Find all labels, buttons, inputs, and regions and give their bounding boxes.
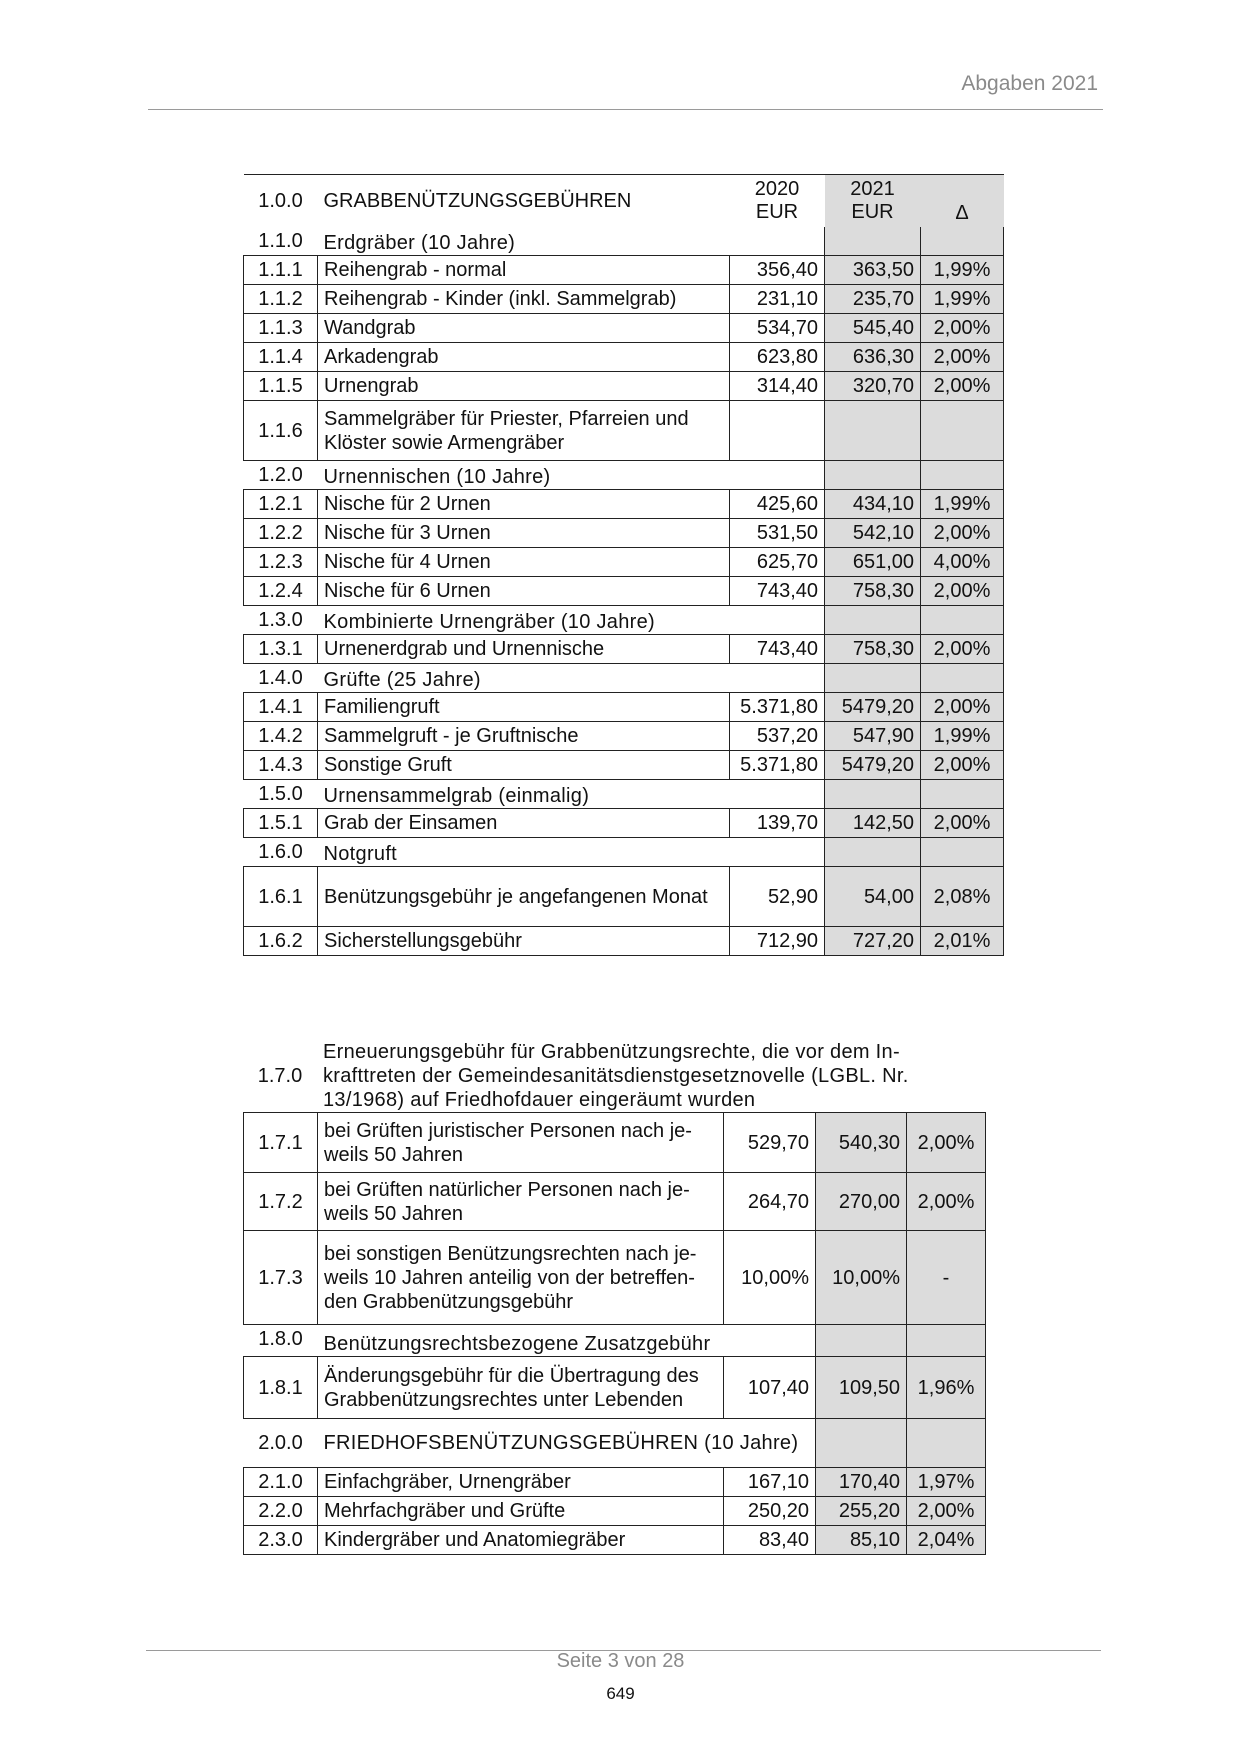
table-row — [244, 722, 1004, 751]
value-2020: 743,40 — [730, 577, 825, 606]
value-2020: 5.371,80 — [730, 693, 825, 722]
footer-page-indicator: Seite 3 von 28 — [556, 1650, 685, 1672]
value-delta: 2,00% — [921, 519, 1004, 548]
section-shade-2021 — [825, 664, 921, 693]
value-delta — [921, 401, 1004, 461]
value-delta: 2,00% — [921, 372, 1004, 401]
value-delta: 1,99% — [921, 490, 1004, 519]
value-delta: 1,96% — [907, 1357, 986, 1419]
item-code: 1.4.1 — [244, 693, 318, 722]
section-shade-2021 — [825, 227, 921, 256]
item-name: Sonstige Gruft — [318, 751, 730, 780]
value-delta: 2,00% — [907, 1497, 986, 1526]
header-code: 1.0.0 — [244, 175, 318, 227]
value-delta: 2,01% — [921, 927, 1004, 956]
item-name: Arkadengrab — [318, 343, 730, 372]
value-delta: 2,00% — [907, 1113, 986, 1173]
section-row — [244, 606, 1004, 635]
value-2021: 255,20 — [816, 1497, 907, 1526]
value-2021: 235,70 — [825, 285, 921, 314]
value-delta: 1,97% — [907, 1468, 986, 1497]
item-code: 1.1.6 — [244, 401, 318, 461]
value-delta: - — [907, 1231, 986, 1325]
header-delta — [921, 175, 1004, 227]
value-2020: 534,70 — [730, 314, 825, 343]
value-2020: 743,40 — [730, 635, 825, 664]
table-row — [244, 635, 1004, 664]
item-code: 1.2.4 — [244, 577, 318, 606]
header-unit-2021: EUR — [851, 200, 894, 223]
item-code: 1.6.2 — [244, 927, 318, 956]
header-year-2021: 2021 — [850, 177, 895, 200]
item-name: Mehrfachgräber und Grüfte — [318, 1497, 724, 1526]
value-delta: 2,00% — [921, 635, 1004, 664]
item-code: 1.1.1 — [244, 256, 318, 285]
table-row — [244, 1231, 986, 1325]
section-row — [244, 780, 1004, 809]
fee-table-main — [243, 174, 1004, 956]
section-shade-delta — [921, 227, 1004, 256]
item-code: 1.4.3 — [244, 751, 318, 780]
value-delta: 2,00% — [921, 314, 1004, 343]
item-name: bei Grüften natürlicher Personen nach je-weils 50 Jahren — [318, 1173, 724, 1231]
value-2021: 320,70 — [825, 372, 921, 401]
item-name: Nische für 4 Urnen — [318, 548, 730, 577]
item-name: Urnengrab — [318, 372, 730, 401]
section-title: Erneuerungsgebühr für Grabbenützungsrechte, die vor dem In-krafttreten der Gemeindesanitätsdienstgesetznovelle (LGBL. Nr. 13/1968) auf Friedhofdauer eingeräumt wurden — [323, 1041, 909, 1111]
table-row — [244, 1173, 986, 1231]
section-row — [244, 1325, 986, 1357]
table-header-row — [244, 175, 1004, 227]
item-name: bei Grüften juristischer Personen nach je-weils 50 Jahren — [318, 1113, 724, 1173]
section-shade-delta — [921, 780, 1004, 809]
value-2021: 142,50 — [825, 809, 921, 838]
item-name: Sammelgruft - je Gruftnische — [318, 722, 730, 751]
value-delta: 4,00% — [921, 548, 1004, 577]
footer-page-number: 649 — [606, 1684, 635, 1703]
delta-symbol: Δ — [955, 201, 969, 224]
item-name: Einfachgräber, Urnengräber — [318, 1468, 724, 1497]
value-2021: 758,30 — [825, 577, 921, 606]
value-2021: 270,00 — [816, 1173, 907, 1231]
section-shade-delta — [921, 838, 1004, 867]
value-delta: 2,00% — [921, 577, 1004, 606]
item-code: 1.6.1 — [244, 867, 318, 927]
section-title: Notgruft — [323, 843, 398, 865]
value-2021: 434,10 — [825, 490, 921, 519]
header-year-2020: 2020 — [754, 177, 800, 200]
item-name: Grab der Einsamen — [318, 809, 730, 838]
value-2021: 727,20 — [825, 927, 921, 956]
value-2021: 545,40 — [825, 314, 921, 343]
item-code: 1.2.2 — [244, 519, 318, 548]
section-code: 1.8.0 — [258, 1328, 303, 1350]
item-name: Reihengrab - normal — [318, 256, 730, 285]
item-name: Änderungsgebühr für die Übertragung des Grabbenützungsrechtes unter Lebenden — [318, 1357, 724, 1419]
value-2021: 109,50 — [816, 1357, 907, 1419]
table-row — [244, 256, 1004, 285]
table-row — [244, 343, 1004, 372]
value-delta: 2,00% — [907, 1173, 986, 1231]
value-2020: 264,70 — [724, 1173, 816, 1231]
item-code: 2.1.0 — [244, 1468, 318, 1497]
value-delta: 1,99% — [921, 285, 1004, 314]
section-shade-2021 — [825, 838, 921, 867]
item-name: Sicherstellungsgebühr — [318, 927, 730, 956]
item-code: 1.7.1 — [244, 1113, 318, 1173]
section-row — [244, 461, 1004, 490]
table-row — [244, 867, 1004, 927]
item-code: 1.7.3 — [244, 1231, 318, 1325]
value-2020: 356,40 — [730, 256, 825, 285]
value-2021: 54,00 — [825, 867, 921, 927]
section-shade-2021 — [825, 606, 921, 635]
value-2021: 651,00 — [825, 548, 921, 577]
section-title: Erdgräber (10 Jahre) — [323, 232, 516, 254]
section-shade-delta — [907, 1419, 986, 1468]
table-row — [244, 927, 1004, 956]
value-delta: 2,00% — [921, 343, 1004, 372]
section-code: 2.0.0 — [258, 1432, 303, 1454]
section-row — [244, 838, 1004, 867]
table-row — [244, 519, 1004, 548]
table-row — [244, 490, 1004, 519]
value-2021: 170,40 — [816, 1468, 907, 1497]
value-2021: 5479,20 — [825, 693, 921, 722]
item-code: 1.4.2 — [244, 722, 318, 751]
section-shade-2021 — [825, 461, 921, 490]
section-shade-delta — [921, 606, 1004, 635]
item-code: 1.1.5 — [244, 372, 318, 401]
section-code: 1.1.0 — [258, 229, 303, 252]
table-row — [244, 285, 1004, 314]
table-row — [244, 314, 1004, 343]
section-title: Benützungsrechtsbezogene Zusatzgebühr — [323, 1333, 711, 1355]
header-divider — [148, 109, 1103, 110]
value-2020: 529,70 — [724, 1113, 816, 1173]
value-delta: 2,00% — [921, 751, 1004, 780]
value-2021: 758,30 — [825, 635, 921, 664]
item-code: 1.2.1 — [244, 490, 318, 519]
section-code: 1.4.0 — [258, 667, 303, 689]
item-code: 1.2.3 — [244, 548, 318, 577]
table-row — [244, 1113, 986, 1173]
value-2020: 250,20 — [724, 1497, 816, 1526]
section-code: 1.6.0 — [258, 841, 303, 863]
item-name: Familiengruft — [318, 693, 730, 722]
item-code: 1.1.4 — [244, 343, 318, 372]
item-name: Sammelgräber für Priester, Pfarreien und Klöster sowie Armengräber — [318, 401, 730, 461]
value-2021: 542,10 — [825, 519, 921, 548]
value-2020: 531,50 — [730, 519, 825, 548]
item-code: 2.3.0 — [244, 1526, 318, 1555]
section-title: Urnennischen (10 Jahre) — [323, 466, 551, 488]
section-shade-delta — [921, 664, 1004, 693]
table-row — [244, 1468, 986, 1497]
item-code: 1.8.1 — [244, 1357, 318, 1419]
value-2020: 83,40 — [724, 1526, 816, 1555]
table-row — [244, 548, 1004, 577]
table-row — [244, 751, 1004, 780]
value-2021: 85,10 — [816, 1526, 907, 1555]
section-shade-delta — [921, 461, 1004, 490]
value-delta: 2,00% — [921, 693, 1004, 722]
header-2021 — [825, 175, 921, 227]
value-2020: 425,60 — [730, 490, 825, 519]
item-name: Nische für 2 Urnen — [318, 490, 730, 519]
table-row — [244, 1497, 986, 1526]
value-2020: 231,10 — [730, 285, 825, 314]
fee-table-renewal — [243, 1112, 986, 1555]
section-shade-delta — [907, 1325, 986, 1357]
item-name: Reihengrab - Kinder (inkl. Sammelgrab) — [318, 285, 730, 314]
section-shade-2021 — [816, 1419, 907, 1468]
table-row — [244, 809, 1004, 838]
value-2020: 712,90 — [730, 927, 825, 956]
section-row — [244, 664, 1004, 693]
item-name: Urnenerdgrab und Urnennische — [318, 635, 730, 664]
item-name: Wandgrab — [318, 314, 730, 343]
section-title: Kombinierte Urnengräber (10 Jahre) — [323, 611, 655, 633]
header-title: GRABBENÜTZUNGSGEBÜHREN — [318, 175, 730, 227]
value-delta: 1,99% — [921, 722, 1004, 751]
value-2021: 10,00% — [816, 1231, 907, 1325]
section-shade-2021 — [825, 780, 921, 809]
section-row — [244, 227, 1004, 256]
value-2020: 167,10 — [724, 1468, 816, 1497]
item-name: Kindergräber und Anatomiegräber — [318, 1526, 724, 1555]
section-1-7-0 — [243, 1040, 1003, 1110]
header-unit-2020: EUR — [755, 200, 799, 223]
value-2020: 625,70 — [730, 548, 825, 577]
table-row — [244, 1526, 986, 1555]
document-header-title: Abgaben 2021 — [961, 72, 1098, 95]
value-delta: 2,04% — [907, 1526, 986, 1555]
value-2021: 636,30 — [825, 343, 921, 372]
value-delta: 1,99% — [921, 256, 1004, 285]
section-code: 1.2.0 — [258, 464, 303, 486]
value-delta: 2,08% — [921, 867, 1004, 927]
table-row — [244, 1357, 986, 1419]
value-2020: 139,70 — [730, 809, 825, 838]
value-2020: 5.371,80 — [730, 751, 825, 780]
table-row — [244, 372, 1004, 401]
value-2020: 10,00% — [724, 1231, 816, 1325]
value-2020: 52,90 — [730, 867, 825, 927]
value-2021: 5479,20 — [825, 751, 921, 780]
item-name: bei sonstigen Benützungsrechten nach je-weils 10 Jahren anteilig von der betreffen-den Grabbenützungsgebühr — [318, 1231, 724, 1325]
section-title: FRIEDHOFSBENÜTZUNGSGEBÜHREN (10 Jahre) — [323, 1432, 799, 1454]
value-2020: 107,40 — [724, 1357, 816, 1419]
table-row — [244, 693, 1004, 722]
section-title: Urnensammelgrab (einmalig) — [323, 785, 590, 807]
value-2020: 537,20 — [730, 722, 825, 751]
item-code: 2.2.0 — [244, 1497, 318, 1526]
item-name: Benützungsgebühr je angefangenen Monat — [318, 867, 730, 927]
item-code: 1.7.2 — [244, 1173, 318, 1231]
header-2020 — [730, 175, 825, 227]
value-2020: 623,80 — [730, 343, 825, 372]
value-2020 — [730, 401, 825, 461]
item-code: 1.5.1 — [244, 809, 318, 838]
table-row — [244, 401, 1004, 461]
item-code: 1.1.2 — [244, 285, 318, 314]
section-shade-2021 — [816, 1325, 907, 1357]
value-2021: 540,30 — [816, 1113, 907, 1173]
section-row — [244, 1419, 986, 1468]
section-code: 1.5.0 — [258, 783, 303, 805]
value-2021 — [825, 401, 921, 461]
section-code: 1.3.0 — [258, 609, 303, 631]
item-name: Nische für 6 Urnen — [318, 577, 730, 606]
value-2021: 547,90 — [825, 722, 921, 751]
item-name: Nische für 3 Urnen — [318, 519, 730, 548]
value-2021: 363,50 — [825, 256, 921, 285]
value-2020: 314,40 — [730, 372, 825, 401]
value-delta: 2,00% — [921, 809, 1004, 838]
table-row — [244, 577, 1004, 606]
section-title: Grüfte (25 Jahre) — [323, 669, 481, 691]
section-code: 1.7.0 — [257, 1065, 303, 1087]
item-code: 1.3.1 — [244, 635, 318, 664]
item-code: 1.1.3 — [244, 314, 318, 343]
